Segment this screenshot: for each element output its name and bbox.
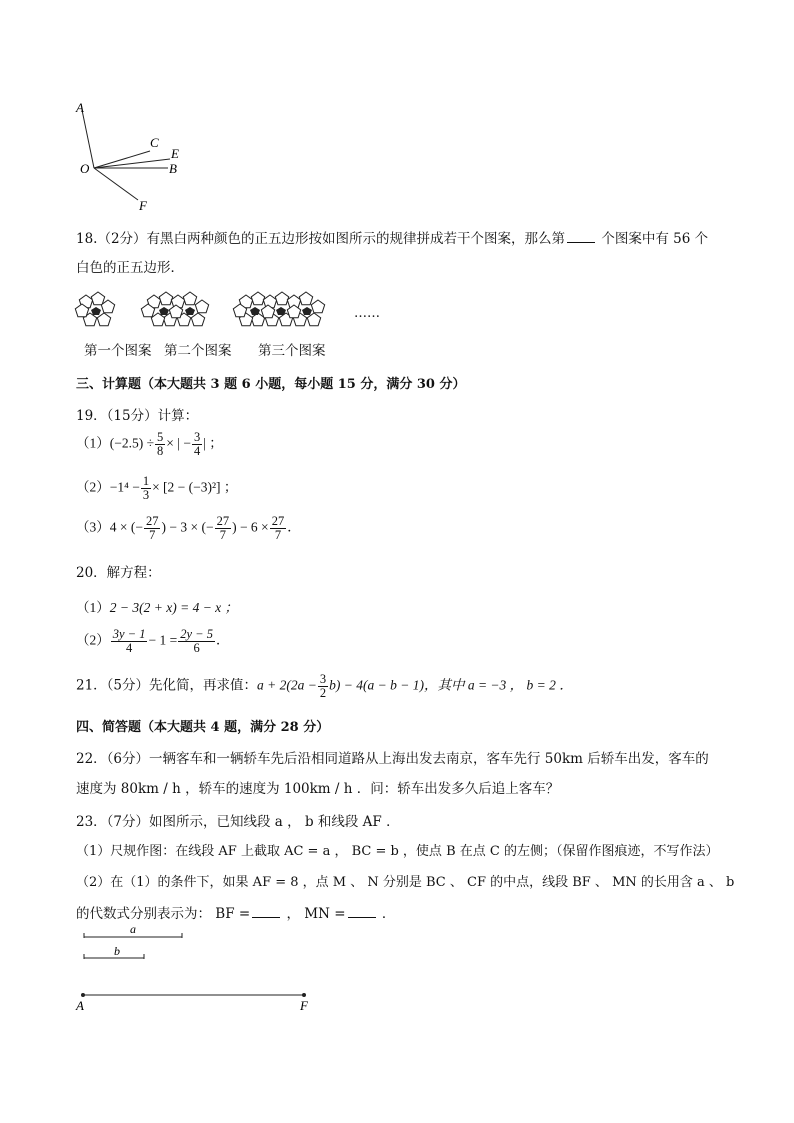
ray-of [94,168,138,200]
fraction [141,475,151,502]
q20-p1-label: （1） [76,600,110,615]
fraction [192,431,202,458]
q19-part1 [76,431,223,458]
q18-answer-blank[interactable] [567,230,595,243]
ray-oc [94,151,150,168]
pattern-1 [75,292,114,326]
label-e: E [171,146,179,161]
frac-num: 3 [193,430,201,444]
pentagon-patterns [74,290,334,334]
q19-p3-a: 4 × (− [109,519,143,535]
mn-answer-blank[interactable] [348,905,376,918]
q19-p2-b: × [2 − (−3)²] ； [152,479,238,495]
q23-line3: （2）在（1）的条件下，如果 AF = 8 ，点 M 、 N 分别是 BC 、 CF 的中点，线段 BF 、 MN 的长用含 a 、 b [76,875,735,890]
q19-p3-c: ) − 6 × [232,519,269,535]
q19-p1-label: （1） [76,435,110,451]
q19-p2-label: （2） [76,479,110,495]
angle-figure [70,96,200,216]
q18-line2: 白色的正五边形． [76,260,184,276]
label-b: B [169,161,177,176]
frac-den: 8 [157,444,164,458]
frac-den: 7 [274,528,282,542]
q19-part3 [76,515,301,542]
label-seg-b: b [114,944,120,958]
q23-line4-b: ， MN = [286,906,346,922]
label-seg-a: a [130,922,136,936]
frac-num: 3 [319,672,327,686]
q19-p1-a: (−2.5) ÷ [109,435,155,451]
caption-3: 第三个图案 [258,343,326,359]
pattern-2 [141,292,208,326]
label-c: C [150,135,159,150]
frac-den: 6 [193,641,200,655]
section4-title: 四、简答题（本大题共 4 题，满分 28 分） [76,720,330,735]
ray-oe [94,159,170,168]
caption-1: 第一个图案 [84,343,152,359]
q23-line4-a: 的代数式分别表示为： BF = [76,906,251,922]
q19-stem: 19．（15分）计算： [76,408,199,424]
q19-p2-a: −1⁴ − [109,479,140,495]
q22-line2: 速度为 80km / h ，轿车的速度为 100km / h ．问：轿车出发多久后追上客车？ [76,781,560,797]
frac-den: 7 [149,528,156,542]
q23-line1: 23．（7分）如图所示，已知线段 a ， b 和线段 AF ． [76,814,400,830]
fraction [111,628,148,655]
frac-den: 3 [142,488,150,502]
q20-stem: 20．解方程： [76,565,161,581]
q19-p1-c: | ； [203,435,223,451]
frac-den: 4 [193,444,201,458]
q21-expr-b: b) − 4(a − b − 1)，其中 a = −3 ， b = 2 ． [329,677,573,693]
q21-stem: 21．（5分）先化简，再求值： [76,677,258,694]
q19-part2 [76,475,237,502]
q20-p2-end: ． [215,632,230,648]
label-o: O [80,161,90,176]
label-f: F [139,198,147,213]
frac-num: 3y − 1 [112,627,146,641]
frac-num: 27 [145,514,159,528]
segments-figure [74,920,324,1015]
fraction [215,515,232,542]
q20-p1-eq: 2 − 3(2 + x) = 4 − x ； [109,600,239,615]
caption-2: 第二个图案 [164,343,232,359]
fraction [178,628,215,655]
q23-line2: （1）尺规作图：在线段 AF 上截取 AC = a ， BC = b ，使点 B 在点 C 的左侧；（保留作图痕迹，不写作法） [76,844,719,859]
label-point-a: A [76,998,84,1013]
q19-p3-d: ． [287,519,301,535]
frac-num: 2y − 5 [180,627,213,641]
q21-expr-a: a + 2(2a − [257,677,317,693]
frac-den: 7 [219,528,226,542]
q21-line [76,673,573,700]
q23-line4 [76,902,395,922]
q19-p3-b: ) − 3 × (− [161,519,214,535]
frac-den: 4 [125,641,133,655]
frac-num: 1 [142,474,150,488]
q19-p3-label: （3） [76,519,110,535]
q23-line4-c: ． [381,906,396,922]
fraction [270,515,287,542]
q20-p2-mid: − 1 = [148,632,178,648]
frac-den: 2 [319,686,327,700]
q18-text-a: 18.（2分）有黑白两种颜色的正五边形按如图所示的规律拼成若干个图案，那么第 [76,231,566,247]
q20-part1 [76,596,238,616]
q18-text-b: 个图案中有 56 个 [601,231,709,247]
q20-p2-label: （2） [76,632,110,648]
fraction [155,431,165,458]
q20-part2 [76,628,229,655]
label-a: A [76,100,84,115]
ray-oa [82,110,94,168]
frac-num: 5 [157,430,164,444]
frac-num: 27 [271,514,285,528]
q19-p1-b: × | − [166,435,191,451]
pattern-3 [233,292,324,326]
q18-line1 [76,227,708,247]
label-point-f: F [300,998,308,1013]
frac-num: 27 [216,514,230,528]
bf-answer-blank[interactable] [252,905,280,918]
fraction [318,673,328,700]
section3-title: 三、计算题（本大题共 3 题 6 小题，每小题 15 分，满分 30 分） [76,377,466,392]
pattern-ellipsis: …… [354,306,380,321]
fraction [144,515,161,542]
q22-line1: 22．（6分）一辆客车和一辆轿车先后沿相同道路从上海出发去南京，客车先行 50km 后轿车出发，客车的 [76,751,709,767]
